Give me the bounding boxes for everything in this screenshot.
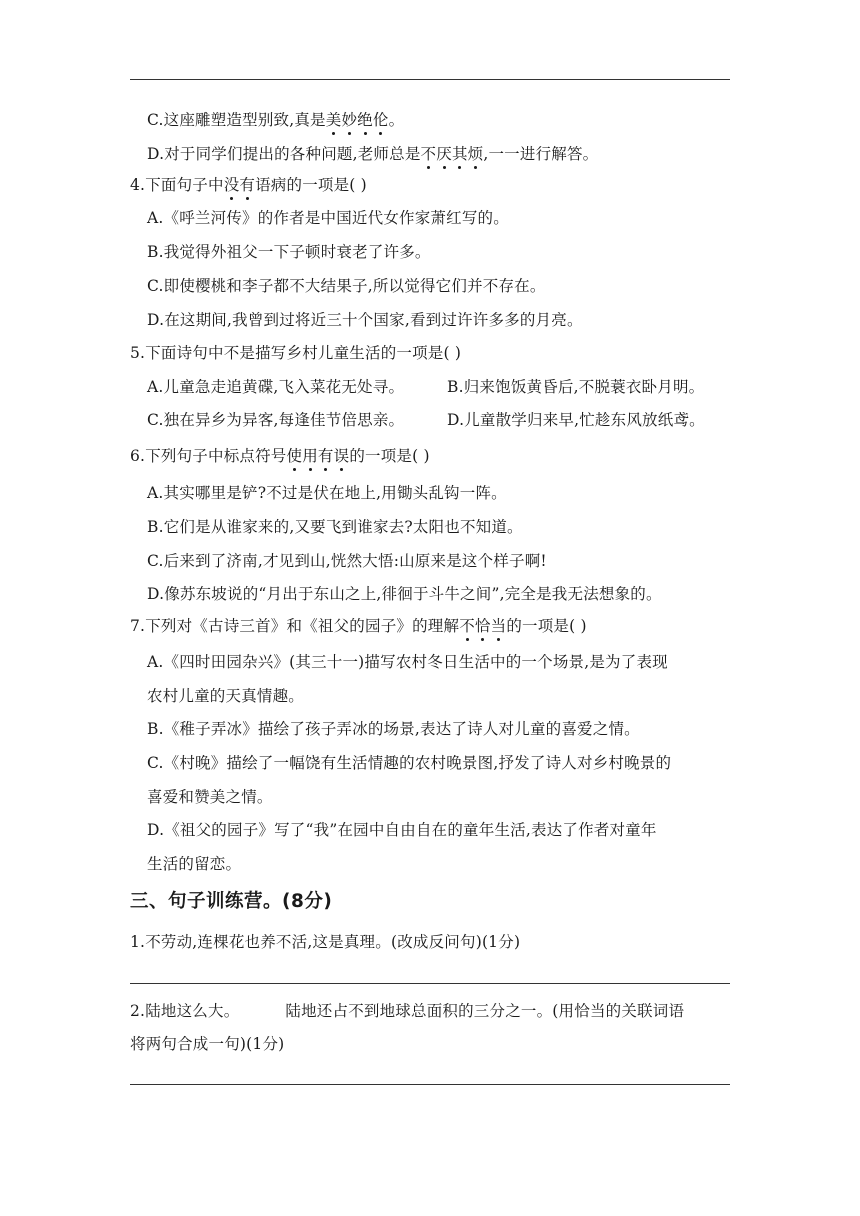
q5-stem: 5.下面诗句中不是描写乡村儿童生活的一项是( ) [130,344,462,362]
section3-heading: 三、句子训练营。(8分) [130,891,333,912]
q4-option-d: D.在这期间,我曾到过将近三十个国家,看到过许许多多的月亮。 [147,311,583,329]
q5-option-a: A.儿童急走追黄碟,飞入菜花无处寻。 [147,378,405,396]
q7-option-b: B.《稚子弄冰》描绘了孩子弄冰的场景,表达了诗人对儿童的喜爱之情。 [147,720,640,738]
q6-option-c: C.后来到了济南,才见到山,恍然大悟:山原来是这个样子啊! [147,552,547,570]
q4-option-b: B.我觉得外祖父一下子顿时衰老了许多。 [147,243,431,261]
q7-option-a-line1: A.《四时田园杂兴》(其三十一)描写农村冬日生活中的一个场景,是为了表现 [147,653,668,671]
section3-item2-line1: 2.陆地这么大。 陆地还占不到地球总面积的三分之一。(用恰当的关联词语 [130,1002,685,1020]
q6-option-a: A.其实哪里是铲?不过是伏在地上,用锄头乱钩一阵。 [147,484,507,502]
top-rule [130,79,730,80]
section3-item2-line2: 将两句合成一句)(1分) [130,1035,285,1053]
q3-option-c: C.这座雕塑造型别致,真是美妙绝伦。 [147,111,405,129]
q6-option-d: D.像苏东坡说的“月出于东山之上,徘徊于斗牛之间”,完全是我无法想象的。 [147,585,662,603]
answer-line-2[interactable] [130,1084,730,1085]
q5-option-c: C.独在异乡为异客,每逢佳节倍思亲。 [147,411,405,429]
q7-option-c-line1: C.《村晚》描绘了一幅饶有生活情趣的农村晚景图,抒发了诗人对乡村晚景的 [147,754,672,772]
q6-stem: 6.下列句子中标点符号使用有误的一项是( ) [130,447,430,465]
q4-stem: 4.下面句子中没有语病的一项是( ) [130,176,367,194]
q7-option-c-line2: 喜爱和赞美之情。 [147,788,273,806]
q7-option-d-line1: D.《祖父的园子》写了“我”在园中自由自在的童年生活,表达了作者对童年 [147,821,657,839]
q4-option-c: C.即使樱桃和李子都不大结果子,所以觉得它们并不存在。 [147,277,546,295]
q6-option-b: B.它们是从谁家来的,又要飞到谁家去?太阳也不知道。 [147,518,523,536]
section3-item1: 1.不劳动,连棵花也养不活,这是真理。(改成反问句)(1分) [130,933,521,951]
q4-option-a: A.《呼兰河传》的作者是中国近代女作家萧红写的。 [147,209,509,227]
q5-option-b: B.归来饱饭黄昏后,不脱蓑衣卧月明。 [447,378,705,396]
q7-stem: 7.下列对《古诗三首》和《祖父的园子》的理解不恰当的一项是( ) [130,617,587,635]
q7-option-a-line2: 农村儿童的天真情趣。 [147,687,305,705]
q3-option-d: D.对于同学们提出的各种问题,老师总是不厌其烦,一一进行解答。 [147,145,599,163]
q7-option-d-line2: 生活的留恋。 [147,855,242,873]
answer-line-1[interactable] [130,983,730,984]
q5-option-d: D.儿童散学归来早,忙趁东风放纸鸢。 [447,411,705,429]
